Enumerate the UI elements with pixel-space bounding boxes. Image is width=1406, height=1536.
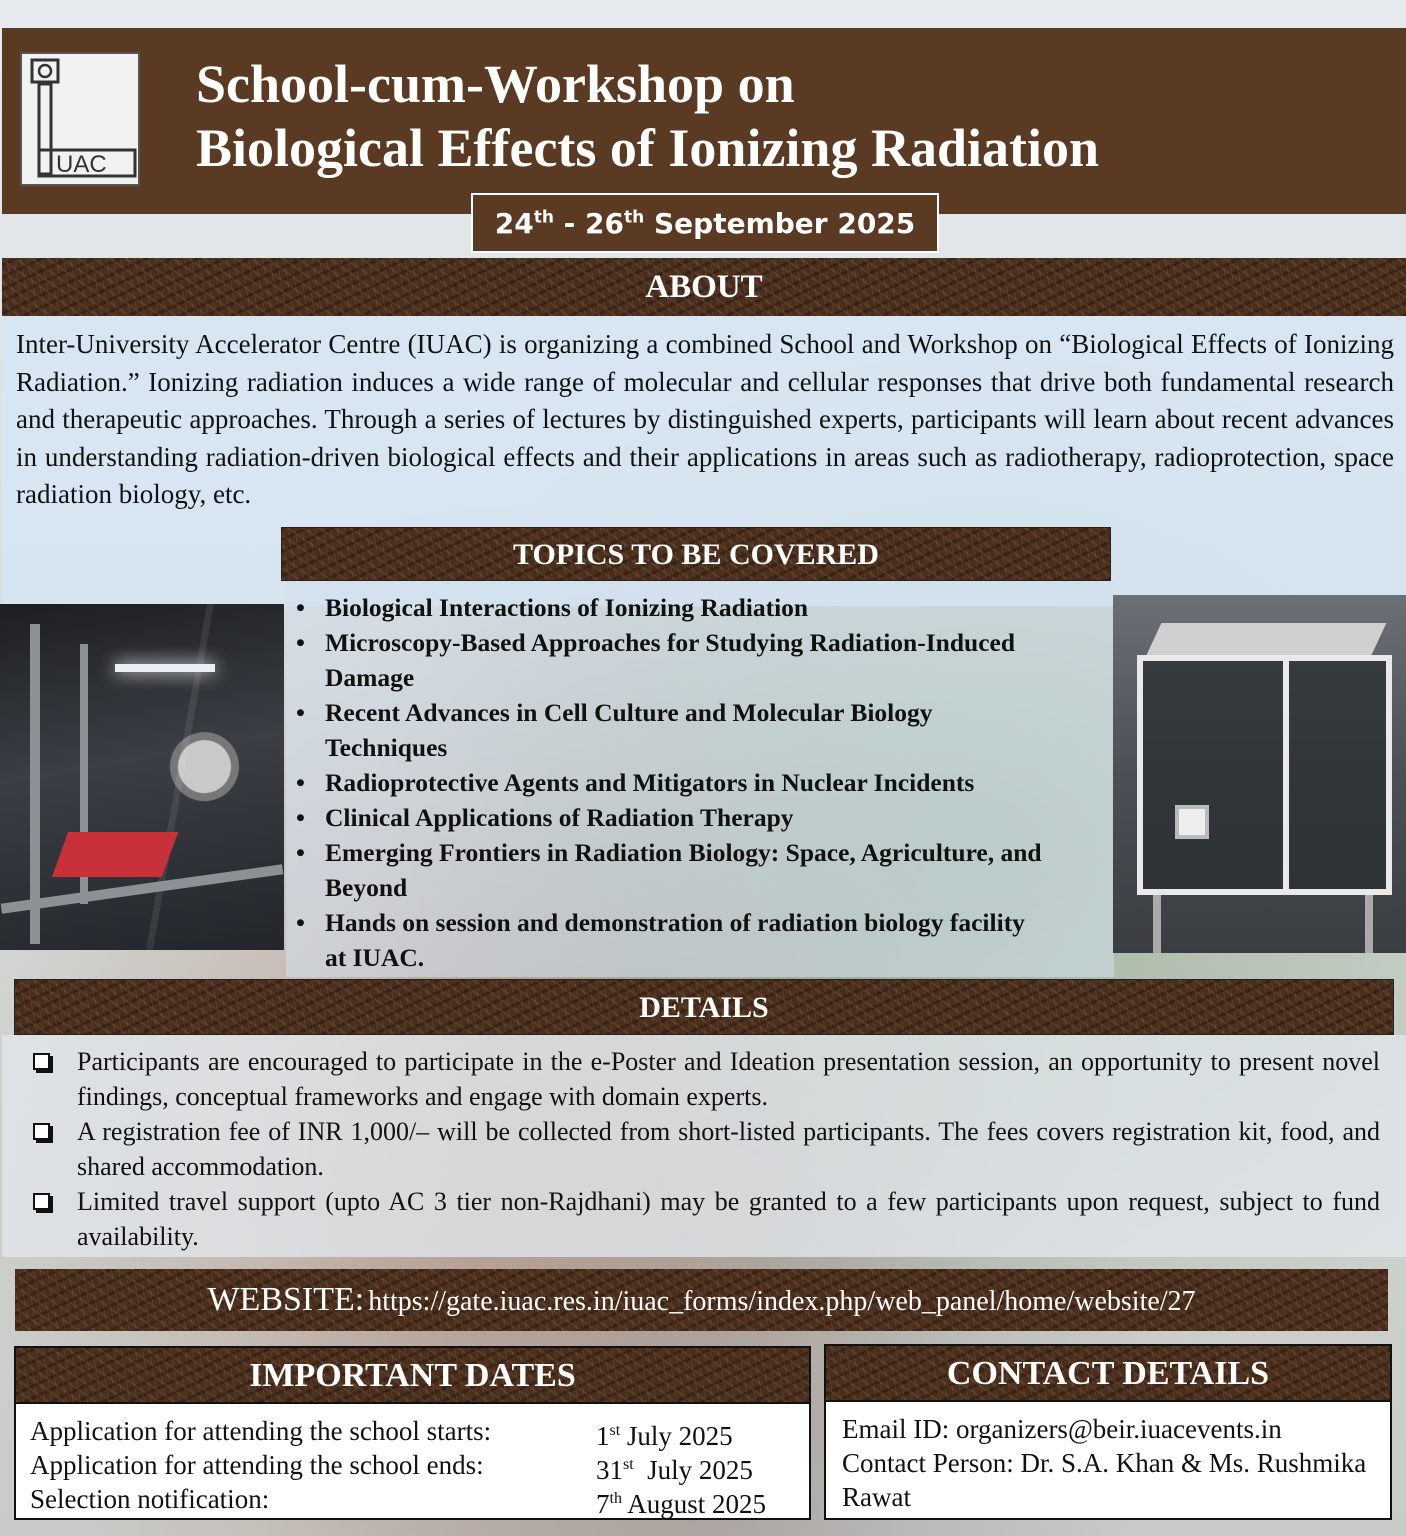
date-row (30, 1448, 790, 1485)
about-heading: ABOUT (2, 258, 1406, 316)
date-suffix: st (609, 1422, 621, 1439)
contact-person-row (842, 1446, 1382, 1514)
date-row-label: Application for attending the school starts: (30, 1416, 492, 1446)
contact-details-panel (824, 1344, 1392, 1520)
detail-item-text: Participants are encouraged to participate in the e-Poster and Ideation presentation session, an opportunity to present novel findings, conceptual frameworks and engage with domain experts. (77, 1047, 1380, 1111)
date-day: 1 (596, 1421, 610, 1451)
date-suffix: th (609, 1490, 622, 1507)
date-end-day: 26 (585, 207, 625, 240)
checkbox-bullet-icon (33, 1123, 50, 1140)
enclosure-roof-shape (1145, 623, 1387, 659)
date-separator: - (553, 207, 586, 240)
important-dates-panel (14, 1346, 811, 1520)
website-label: WEBSITE: (207, 1281, 365, 1318)
detail-item (30, 1114, 1380, 1184)
email-link[interactable]: organizers@beir.iuacevents.in (955, 1414, 1282, 1444)
checkbox-bullet-icon (33, 1053, 50, 1070)
date-rest: September 2025 (644, 207, 916, 240)
contact-person-names: Dr. S.A. Khan & Ms. Rushmika Rawat (842, 1448, 1367, 1512)
topic-item: • Emerging Frontiers in Radiation Biology: Space, Agriculture, and Beyond (296, 835, 1106, 905)
important-dates-list (30, 1414, 790, 1519)
title-line-2: Biological Effects of Ionizing Radiation (196, 118, 1099, 178)
contact-details-heading: CONTACT DETAILS (826, 1346, 1390, 1402)
date-row (30, 1482, 790, 1519)
logo-text: UAC (56, 151, 107, 178)
iuac-logo (20, 52, 140, 186)
about-text: Inter-University Accelerator Centre (IUAC) is organizing a combined School and Workshop on “Biological Effects of Ionizing Radiation.” Ionizing radiation induces a wide range of molecular and cellular responses that drive both fundamental research and therapeutic approaches. Through a series of lectures by distinguished experts, participants will learn about recent advances in understanding radiation-driven biological effects and their applications in areas such as radiotherapy, radioprotection, space radiation biology, etc. (16, 329, 1394, 509)
title-line-1: School-cum-Workshop on (196, 54, 795, 114)
enclosure-frame-shape (1137, 655, 1392, 895)
lamp-shape (115, 664, 215, 672)
website-bar (15, 1269, 1388, 1331)
website-link[interactable]: https://gate.iuac.res.in/iuac_forms/index.php/web_panel/home/website/27 (368, 1286, 1196, 1317)
details-heading: DETAILS (14, 979, 1394, 1035)
topics-heading: TOPICS TO BE COVERED (281, 527, 1111, 581)
email-label: Email ID: (842, 1414, 956, 1444)
topic-item: • Radioprotective Agents and Mitigators in Nuclear Incidents (296, 765, 1106, 800)
date-end-suffix: th (624, 207, 645, 228)
enclosure-port-shape (1175, 805, 1209, 839)
detail-item-text: A registration fee of INR 1,000/– will be collected from short-listed participants. The fees covers registration kit, food, and shared accommodation. (77, 1117, 1380, 1181)
date-start-suffix: th (533, 207, 554, 228)
date-suffix: st (623, 1456, 634, 1473)
lab-photo-enclosure (1113, 595, 1406, 953)
contact-person-label: Contact Person: (842, 1448, 1021, 1478)
important-dates-heading: IMPORTANT DATES (16, 1348, 809, 1404)
event-date-badge (471, 193, 939, 253)
date-row (30, 1414, 790, 1451)
date-start-day: 24 (494, 207, 534, 240)
topic-item: • Recent Advances in Cell Culture and Molecular Biology Techniques (296, 695, 1106, 765)
enclosure-stand-shape (1153, 895, 1373, 953)
detail-item-text: Limited travel support (upto AC 3 tier non-Rajdhani) may be granted to a few participants upon request, subject to fund availability. (77, 1187, 1380, 1251)
date-day: 7 (596, 1489, 610, 1519)
contact-email-row (842, 1412, 1382, 1446)
topic-item: • Microscopy-Based Approaches for Studying Radiation-Induced Damage (296, 625, 1106, 695)
date-row-label: Selection notification: (30, 1484, 270, 1514)
date-day: 31 (596, 1455, 623, 1485)
details-list (30, 1044, 1380, 1254)
contact-details-list (842, 1412, 1382, 1514)
date-row-label: Application for attending the school ends: (30, 1450, 484, 1480)
date-month-year: July 2025 (633, 1455, 753, 1485)
page-title (196, 52, 1396, 180)
rail-shape (30, 624, 40, 944)
lab-photo-beamline (0, 604, 284, 950)
topic-item: • Clinical Applications of Radiation Therapy (296, 800, 1106, 835)
topic-item: • Hands on session and demonstration of radiation biology facility at IUAC. (296, 905, 1106, 975)
date-row-value (596, 1482, 766, 1521)
date-month-year: July 2025 (620, 1421, 733, 1451)
topics-list (296, 590, 1106, 975)
topic-item: • Biological Interactions of Ionizing Radiation (296, 590, 1106, 625)
checkbox-bullet-icon (33, 1193, 50, 1210)
detail-item (30, 1044, 1380, 1114)
date-month-year: August 2025 (621, 1489, 766, 1519)
sample-holder-shape (52, 832, 178, 877)
detail-item (30, 1184, 1380, 1254)
